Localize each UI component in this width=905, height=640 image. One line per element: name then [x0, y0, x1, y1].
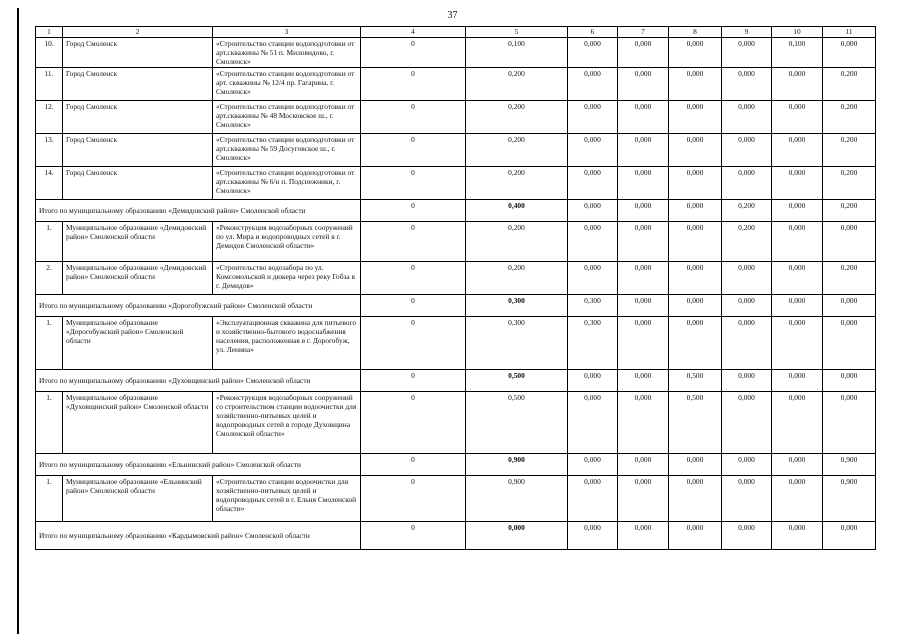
- value-cell: 0,000: [669, 222, 722, 262]
- row-number-cell: 10.: [36, 38, 63, 68]
- row-number-cell: 1.: [36, 476, 63, 522]
- value-cell: 0,000: [722, 295, 772, 317]
- value-cell: 0,500: [466, 370, 568, 392]
- value-cell: 0,000: [618, 68, 669, 101]
- value-cell: 0: [361, 167, 466, 200]
- total-row: [36, 370, 876, 392]
- value-cell: 0: [361, 262, 466, 295]
- header-cell: 2: [63, 27, 213, 38]
- value-cell: 0: [361, 392, 466, 454]
- value-cell: 0,000: [568, 68, 618, 101]
- table-row: [36, 167, 876, 200]
- table-row: [36, 38, 876, 68]
- value-cell: 0: [361, 454, 466, 476]
- value-cell: 0,200: [466, 134, 568, 167]
- value-cell: 0: [361, 200, 466, 222]
- value-cell: 0,000: [772, 522, 823, 550]
- row-number-cell: 12.: [36, 101, 63, 134]
- value-cell: 0: [361, 101, 466, 134]
- municipality-cell: Город Смоленск: [63, 167, 213, 200]
- value-cell: 0,000: [772, 262, 823, 295]
- value-cell: 0,000: [823, 392, 876, 454]
- total-row: [36, 200, 876, 222]
- value-cell: 0,000: [669, 262, 722, 295]
- value-cell: 0,000: [568, 392, 618, 454]
- value-cell: 0,300: [466, 317, 568, 370]
- value-cell: 0,000: [618, 101, 669, 134]
- value-cell: 0,500: [669, 392, 722, 454]
- table-row: [36, 392, 876, 454]
- municipality-cell: Город Смоленск: [63, 134, 213, 167]
- row-number-cell: 14.: [36, 167, 63, 200]
- value-cell: 0,300: [568, 317, 618, 370]
- value-cell: 0,200: [466, 222, 568, 262]
- value-cell: 0,000: [568, 134, 618, 167]
- value-cell: 0,000: [568, 262, 618, 295]
- total-label-cell: Итого по муниципальному образованию «Духовщинский район» Смоленской области: [36, 370, 361, 392]
- value-cell: 0,000: [568, 454, 618, 476]
- header-cell: 4: [361, 27, 466, 38]
- value-cell: 0,000: [669, 134, 722, 167]
- value-cell: 0,000: [823, 295, 876, 317]
- value-cell: 0: [361, 222, 466, 262]
- value-cell: 0,000: [772, 454, 823, 476]
- value-cell: 0: [361, 38, 466, 68]
- value-cell: 0,000: [568, 476, 618, 522]
- value-cell: 0,000: [722, 68, 772, 101]
- header-cell: 1: [36, 27, 63, 38]
- value-cell: 0,100: [772, 38, 823, 68]
- value-cell: 0: [361, 476, 466, 522]
- municipality-cell: Муниципальное образование «Демидовский район» Смоленской области: [63, 262, 213, 295]
- table-body: [36, 27, 876, 550]
- object-cell: «Строительство станции водоподготовки от арт.скважины № 6/н п. Подснежники, г. Смоленск»: [213, 167, 361, 200]
- value-cell: 0,000: [669, 101, 722, 134]
- value-cell: 0,000: [772, 167, 823, 200]
- value-cell: 0,100: [466, 38, 568, 68]
- municipality-cell: Муниципальное образование «Демидовский район» Смоленской области: [63, 222, 213, 262]
- value-cell: 0: [361, 68, 466, 101]
- row-number-cell: 13.: [36, 134, 63, 167]
- value-cell: 0,000: [823, 222, 876, 262]
- value-cell: 0,000: [823, 370, 876, 392]
- value-cell: 0,000: [618, 200, 669, 222]
- row-number-cell: 1.: [36, 392, 63, 454]
- value-cell: 0,000: [568, 200, 618, 222]
- value-cell: 0,000: [722, 522, 772, 550]
- value-cell: 0,200: [823, 167, 876, 200]
- value-cell: 0,000: [568, 167, 618, 200]
- value-cell: 0,000: [618, 370, 669, 392]
- value-cell: 0,000: [568, 370, 618, 392]
- value-cell: 0,000: [669, 68, 722, 101]
- value-cell: 0: [361, 295, 466, 317]
- value-cell: 0,200: [823, 200, 876, 222]
- value-cell: 0,000: [618, 295, 669, 317]
- value-cell: 0,000: [669, 295, 722, 317]
- value-cell: 0,000: [618, 522, 669, 550]
- table-row: [36, 476, 876, 522]
- value-cell: 0: [361, 134, 466, 167]
- table-row: [36, 134, 876, 167]
- object-cell: «Реконструкция водозаборных сооружений по ул. Мира и водопроводных сетей в г. Демидов Смоленской области»: [213, 222, 361, 262]
- municipality-cell: Муниципальное образование «Ельнинский район» Смоленской области: [63, 476, 213, 522]
- object-cell: «Строительство станции водоподготовки от арт.скважины № 48 Московское ш., г. Смоленск»: [213, 101, 361, 134]
- municipality-cell: Город Смоленск: [63, 38, 213, 68]
- value-cell: 0,000: [466, 522, 568, 550]
- value-cell: 0,000: [722, 392, 772, 454]
- total-label-cell: Итого по муниципальному образованию «Ельнинский район» Смоленской области: [36, 454, 361, 476]
- value-cell: 0,000: [669, 522, 722, 550]
- value-cell: 0,000: [669, 454, 722, 476]
- value-cell: 0,000: [772, 295, 823, 317]
- table-row: [36, 262, 876, 295]
- value-cell: 0,400: [466, 200, 568, 222]
- header-cell: 9: [722, 27, 772, 38]
- table-header-row: [36, 27, 876, 38]
- header-cell: 3: [213, 27, 361, 38]
- value-cell: 0,000: [823, 522, 876, 550]
- value-cell: 0,000: [772, 370, 823, 392]
- value-cell: 0,000: [722, 101, 772, 134]
- row-number-cell: 1.: [36, 317, 63, 370]
- value-cell: 0,500: [669, 370, 722, 392]
- left-margin-rule: [17, 8, 19, 634]
- value-cell: 0,200: [823, 101, 876, 134]
- value-cell: 0,000: [669, 317, 722, 370]
- header-cell: 8: [669, 27, 722, 38]
- value-cell: 0,200: [466, 101, 568, 134]
- value-cell: 0: [361, 370, 466, 392]
- object-cell: «Строительство станции водоподготовки от арт.скважины № 51 п. Миловидово, г. Смоленск»: [213, 38, 361, 68]
- total-row: [36, 295, 876, 317]
- municipality-cell: Муниципальное образование «Дорогобужский район» Смоленской области: [63, 317, 213, 370]
- value-cell: 0,000: [669, 38, 722, 68]
- value-cell: 0,200: [466, 167, 568, 200]
- value-cell: 0,000: [568, 101, 618, 134]
- value-cell: 0,000: [772, 476, 823, 522]
- value-cell: 0,000: [772, 200, 823, 222]
- value-cell: 0,200: [823, 68, 876, 101]
- table-row: [36, 222, 876, 262]
- value-cell: 0: [361, 317, 466, 370]
- header-cell: 10: [772, 27, 823, 38]
- object-cell: «Реконструкция водозаборных сооружений со строительством станции водоочистки для хозяйственно-питьевых целей и водопроводных сетей в городе Духовщина Смоленской области»: [213, 392, 361, 454]
- value-cell: 0,000: [722, 454, 772, 476]
- total-label-cell: Итого по муниципальному образованию «Демидовский район» Смоленской области: [36, 200, 361, 222]
- value-cell: 0,000: [722, 134, 772, 167]
- value-cell: 0,200: [722, 222, 772, 262]
- value-cell: 0,300: [568, 295, 618, 317]
- total-row: [36, 454, 876, 476]
- table-row: [36, 101, 876, 134]
- value-cell: 0,000: [823, 317, 876, 370]
- value-cell: 0,000: [618, 222, 669, 262]
- value-cell: 0,900: [466, 476, 568, 522]
- total-row: [36, 522, 876, 550]
- object-cell: «Строительство водозабора по ул. Комсомольской и дюкера через реку Гобза в г. Демидов»: [213, 262, 361, 295]
- header-cell: 7: [618, 27, 669, 38]
- value-cell: 0,000: [618, 476, 669, 522]
- value-cell: 0,000: [772, 134, 823, 167]
- value-cell: 0,000: [618, 454, 669, 476]
- value-cell: 0,000: [722, 370, 772, 392]
- row-number-cell: 1.: [36, 222, 63, 262]
- value-cell: 0,900: [823, 454, 876, 476]
- object-cell: «Строительство станции водоподготовки от арт.скважины № 59 Досуговское ш., г. Смоленск»: [213, 134, 361, 167]
- value-cell: 0,000: [722, 262, 772, 295]
- page-number: 37: [447, 10, 458, 21]
- value-cell: 0,200: [466, 262, 568, 295]
- value-cell: 0,200: [823, 134, 876, 167]
- value-cell: 0,000: [823, 38, 876, 68]
- value-cell: 0,000: [722, 167, 772, 200]
- row-number-cell: 11.: [36, 68, 63, 101]
- total-label-cell: Итого по муниципальному образованию «Кардымовский район» Смоленской области: [36, 522, 361, 550]
- value-cell: 0,000: [772, 68, 823, 101]
- value-cell: 0,500: [466, 392, 568, 454]
- header-cell: 5: [466, 27, 568, 38]
- municipality-cell: Город Смоленск: [63, 68, 213, 101]
- value-cell: 0: [361, 522, 466, 550]
- value-cell: 0,000: [722, 476, 772, 522]
- value-cell: 0,000: [618, 134, 669, 167]
- header-cell: 11: [823, 27, 876, 38]
- value-cell: 0,000: [568, 222, 618, 262]
- object-cell: «Строительство станции водоподготовки от арт. скважины № 12/4 пр. Гагарина, г. Смоленск»: [213, 68, 361, 101]
- value-cell: 0,000: [618, 167, 669, 200]
- value-cell: 0,200: [823, 262, 876, 295]
- value-cell: 0,000: [772, 101, 823, 134]
- value-cell: 0,200: [466, 68, 568, 101]
- value-cell: 0,000: [772, 222, 823, 262]
- value-cell: 0,000: [772, 317, 823, 370]
- value-cell: 0,000: [618, 317, 669, 370]
- value-cell: 0,000: [722, 317, 772, 370]
- value-cell: 0,000: [618, 38, 669, 68]
- municipality-cell: Муниципальное образование «Духовщинский район» Смоленской области: [63, 392, 213, 454]
- table-row: [36, 68, 876, 101]
- value-cell: 0,900: [823, 476, 876, 522]
- value-cell: 0,000: [669, 167, 722, 200]
- object-cell: «Строительство станции водоочистки для хозяйственно-питьевых целей и водопроводных сетей в г. Ельня Смоленской области»: [213, 476, 361, 522]
- header-cell: 6: [568, 27, 618, 38]
- municipality-cell: Город Смоленск: [63, 101, 213, 134]
- budget-table: [35, 26, 876, 550]
- value-cell: 0,000: [568, 38, 618, 68]
- value-cell: 0,300: [466, 295, 568, 317]
- value-cell: 0,000: [568, 522, 618, 550]
- value-cell: 0,000: [772, 392, 823, 454]
- total-label-cell: Итого по муниципальному образованию «Дорогобужский район» Смоленской области: [36, 295, 361, 317]
- object-cell: «Эксплуатационная скважина для питьевого и хозяйственно-бытового водоснабжения населения, расположенная в г. Дорогобуж, ул. Ленина»: [213, 317, 361, 370]
- table-row: [36, 317, 876, 370]
- value-cell: 0,200: [722, 200, 772, 222]
- value-cell: 0,000: [618, 262, 669, 295]
- value-cell: 0,900: [466, 454, 568, 476]
- value-cell: 0,000: [669, 476, 722, 522]
- row-number-cell: 2.: [36, 262, 63, 295]
- value-cell: 0,000: [618, 392, 669, 454]
- value-cell: 0,000: [669, 200, 722, 222]
- value-cell: 0,000: [722, 38, 772, 68]
